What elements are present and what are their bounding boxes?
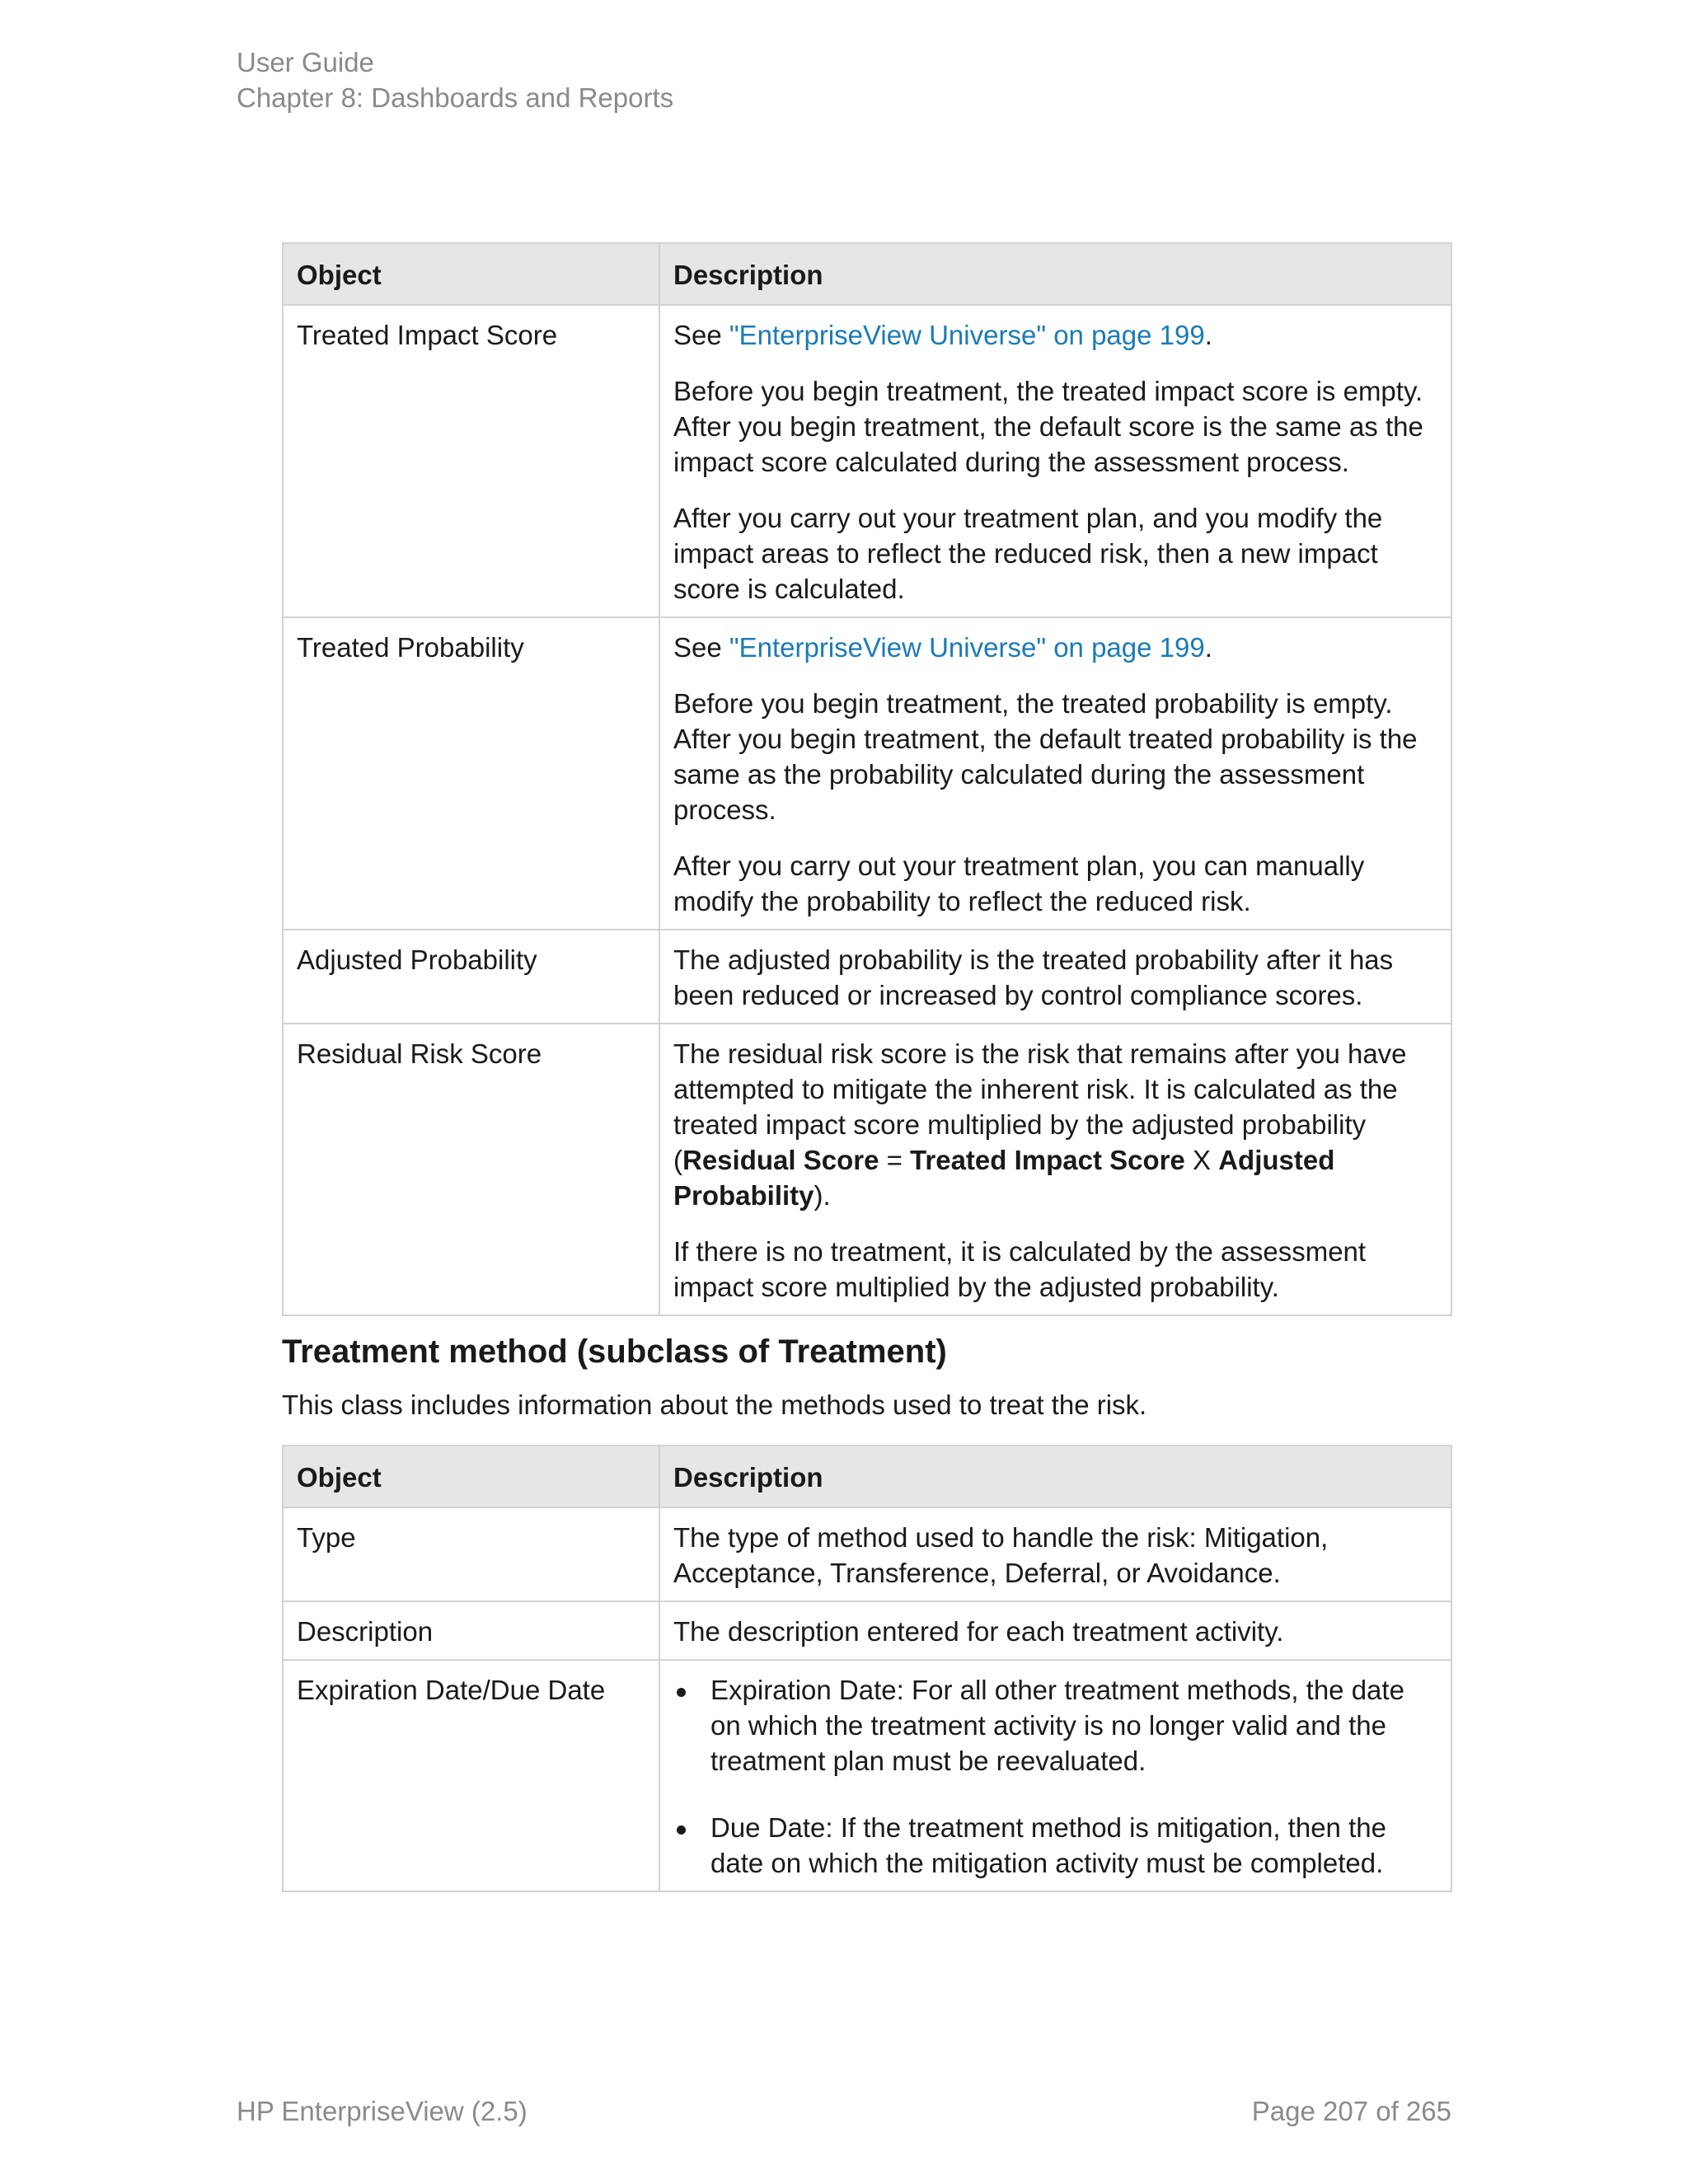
section-intro: This class includes information about the methods used to treat the risk. (282, 1390, 1147, 1420)
description-paragraph: If there is no treatment, it is calculated by the assessment impact score multiplied by the adjusted probability. (673, 1236, 1367, 1302)
object-cell: Expiration Date/Due Date (283, 1660, 659, 1891)
treatment-method-table (282, 1445, 1452, 1892)
see-also-line (673, 317, 1437, 353)
formula-term-adjusted-probability: Adjusted Probability (673, 1145, 1335, 1211)
formula-term-treated-impact-score: Treated Impact Score (910, 1145, 1185, 1175)
column-header-description: Description (659, 243, 1451, 305)
description-paragraph (673, 1036, 1437, 1213)
table-row (283, 1660, 1451, 1891)
see-also-line (673, 630, 1437, 665)
header-doc-title: User Guide (237, 47, 374, 77)
object-cell: Treated Impact Score (283, 305, 659, 617)
description-paragraph: Before you begin treatment, the treated probability is empty. After you begin treatment, the default treated probability is the same as the probability calculated during the assessment process. (673, 688, 1418, 825)
formula-term-residual-score: Residual Score (682, 1145, 879, 1175)
table-row (283, 1024, 1451, 1315)
description-cell (659, 1024, 1451, 1315)
see-suffix: . (1204, 320, 1212, 350)
object-cell: Residual Risk Score (283, 1024, 659, 1315)
description-cell: The description entered for each treatment activity. (659, 1601, 1451, 1660)
table-header-row (283, 243, 1451, 305)
list-item-text: Due Date: If the treatment method is mitigation, then the date on which the mitigation activity must be completed. (710, 1812, 1386, 1878)
table-row (283, 617, 1451, 930)
column-header-object: Object (283, 243, 659, 305)
description-cell (659, 305, 1451, 617)
table-row (283, 1507, 1451, 1601)
bullet-icon (677, 1825, 686, 1835)
description-cell: The type of method used to handle the risk: Mitigation, Acceptance, Transference, Deferral, or Avoidance. (659, 1507, 1451, 1601)
list-item (673, 1672, 1437, 1779)
section-heading: Treatment method (subclass of Treatment) (282, 1333, 947, 1370)
description-paragraph: After you carry out your treatment plan, and you modify the impact areas to reflect the reduced risk, then a new impact score is calculated. (673, 503, 1383, 604)
see-prefix: See (673, 632, 729, 663)
footer-product: HP EnterpriseView (2.5) (237, 2096, 528, 2126)
see-prefix: See (673, 320, 729, 350)
formula-close: ). (814, 1180, 831, 1211)
treatment-objects-table (282, 242, 1452, 1316)
footer-page-number: Page 207 of 265 (1251, 2096, 1451, 2126)
table-row (283, 930, 1451, 1024)
list-item-text: Expiration Date: For all other treatment methods, the date on which the treatment activity is no longer valid and the treatment plan must be reevaluated. (710, 1675, 1404, 1776)
column-header-description: Description (659, 1446, 1451, 1507)
description-cell (659, 930, 1451, 1024)
object-cell: Type (283, 1507, 659, 1601)
header-chapter: Chapter 8: Dashboards and Reports (237, 82, 674, 113)
table-row (283, 305, 1451, 617)
list-item (673, 1810, 1437, 1881)
object-cell: Treated Probability (283, 617, 659, 930)
description-paragraph: After you carry out your treatment plan, you can manually modify the probability to reflect the reduced risk. (673, 851, 1365, 916)
table-row (283, 1601, 1451, 1660)
formula-times: X (1184, 1145, 1219, 1175)
bullet-list (673, 1672, 1437, 1881)
main-content (282, 242, 1451, 1892)
formula-equals: = (879, 1145, 911, 1175)
description-cell (659, 1660, 1451, 1891)
description-text: The residual risk score is the risk that remains after you have attempted to mitigate the inherent risk. It is calculated as the treated impact score multiplied by the adjusted probability (673, 1038, 1407, 1140)
page-header (237, 45, 673, 115)
see-suffix: . (1204, 632, 1212, 663)
cross-reference-link[interactable]: "EnterpriseView Universe" on page 199 (729, 632, 1205, 663)
column-header-object: Object (283, 1446, 659, 1507)
description-paragraph: The adjusted probability is the treated probability after it has been reduced or increased by control compliance scores. (673, 944, 1394, 1010)
object-cell: Adjusted Probability (283, 930, 659, 1024)
cross-reference-link[interactable]: "EnterpriseView Universe" on page 199 (729, 320, 1205, 350)
description-cell (659, 617, 1451, 930)
table-header-row (283, 1446, 1451, 1507)
description-paragraph: Before you begin treatment, the treated impact score is empty. After you begin treatment, the default score is the same as the impact score calculated during the assessment process. (673, 376, 1423, 477)
object-cell: Description (283, 1601, 659, 1660)
bullet-icon (677, 1688, 686, 1697)
formula-open-paren: ( (673, 1145, 682, 1175)
